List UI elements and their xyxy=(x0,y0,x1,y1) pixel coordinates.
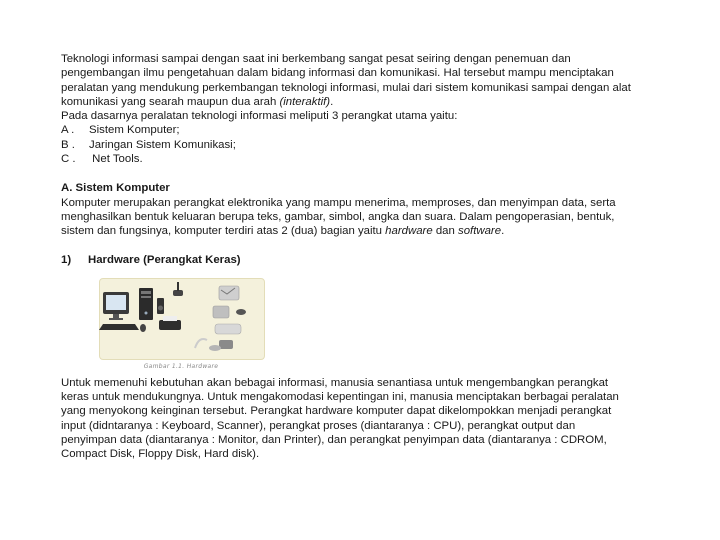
mouse-icon xyxy=(140,324,146,332)
section-text: . xyxy=(501,225,505,238)
mouse-device-icon xyxy=(209,345,221,351)
document-body xyxy=(61,52,661,462)
list-marker: C . xyxy=(61,153,76,166)
section-text: sistem dan fungsinya, komputer terdiri atas 2 (dua) bagian yaitu xyxy=(61,225,386,238)
paragraph-line: keras untuk mendukungnya. Untuk mengakomodasi kepentingan ini, manusia menciptakan berbagai peralatan xyxy=(61,391,619,404)
list-marker: A . xyxy=(61,124,75,137)
list-marker: B . xyxy=(61,138,75,151)
paragraph-line: input (didntaranya : Keyboard, Scanner), perangkat proses (diantaranya : CPU), perangkat output dan xyxy=(61,419,576,432)
drive-icon xyxy=(215,324,241,334)
joystick-icon xyxy=(173,282,183,296)
section-text: dan xyxy=(432,225,459,238)
monitor-icon xyxy=(103,292,129,320)
list-item-text: Jaringan Sistem Komunikasi; xyxy=(89,138,236,151)
paragraph-line: Compact Disk, Floppy Disk, Hard disk). xyxy=(61,448,260,461)
camera-icon xyxy=(236,309,246,315)
list-item-text: Sistem Komputer; xyxy=(89,124,180,137)
hardware-figure xyxy=(95,278,267,370)
speaker-icon xyxy=(157,298,164,314)
list-item xyxy=(61,152,661,166)
intro-line xyxy=(61,95,661,109)
intro-text: . xyxy=(330,95,334,108)
paragraph-line: yang menyokong keinginan tersebut. Perangkat hardware komputer dapat dikelompokkan menjadi perangkat xyxy=(61,405,612,418)
list-item xyxy=(61,138,661,152)
intro-line: Teknologi informasi sampai dengan saat ini berkembang sangat pesat seiring dengan penemuan dan xyxy=(61,53,571,65)
paragraph-line: Untuk memenuhi kebutuhan akan bebagai informasi, manusia senantiasa untuk mengembangkan perangkat xyxy=(61,376,609,389)
disk-icon xyxy=(219,340,233,349)
printer-icon xyxy=(159,316,181,330)
modem-icon xyxy=(213,306,229,318)
section-line xyxy=(61,224,661,238)
subsection-heading xyxy=(61,253,661,267)
cpu-tower-icon xyxy=(139,288,153,320)
device-list xyxy=(61,123,661,166)
subsection-number: 1) xyxy=(61,253,72,266)
hardware-illustration xyxy=(95,278,267,360)
intro-text: komunikasi yang searah maupun dua arah xyxy=(61,95,280,108)
paragraph-line: penyimpan data (diantaranya : Monitor, dan Printer), dan perangkat penyimpan data (diantaranya : CDROM, xyxy=(61,434,607,447)
keyboard-icon xyxy=(99,324,139,330)
intro-line: peralatan yang mendukung perkembangan teknologi informasi, mulai dari sistem komunikasi sampai dengan alat xyxy=(61,81,631,94)
interaktif-term: (interaktif) xyxy=(279,95,331,108)
intro-paragraph xyxy=(61,52,661,123)
device-list-lead: Pada dasarnya peralatan teknologi informasi meliputi 3 perangkat utama yaitu: xyxy=(61,110,458,123)
software-term: software xyxy=(458,225,502,238)
hardware-term: hardware xyxy=(385,225,433,238)
section-line: Komputer merupakan perangkat elektronika yang mampu menerima, memproses, dan menyimpan data, serta xyxy=(61,196,616,209)
section-line: menghasilkan bentuk keluaran berupa teks, gambar, simbol, angka dan suara. Dalam pengoperasian, bentuk, xyxy=(61,210,615,223)
hardware-paragraph xyxy=(61,376,661,462)
list-item-text: Net Tools. xyxy=(89,153,143,166)
subsection-title: Hardware (Perangkat Keras) xyxy=(88,253,241,266)
section-heading: A. Sistem Komputer xyxy=(61,182,170,195)
list-item xyxy=(61,123,661,137)
section-sistem-komputer xyxy=(61,181,661,238)
figure-caption: Gambar 1.1. Hardware xyxy=(143,362,219,370)
intro-line: pengembangan ilmu pengetahuan dalam bidang informasi dan komunikasi. Hal tersebut mampu menciptakan xyxy=(61,67,614,80)
